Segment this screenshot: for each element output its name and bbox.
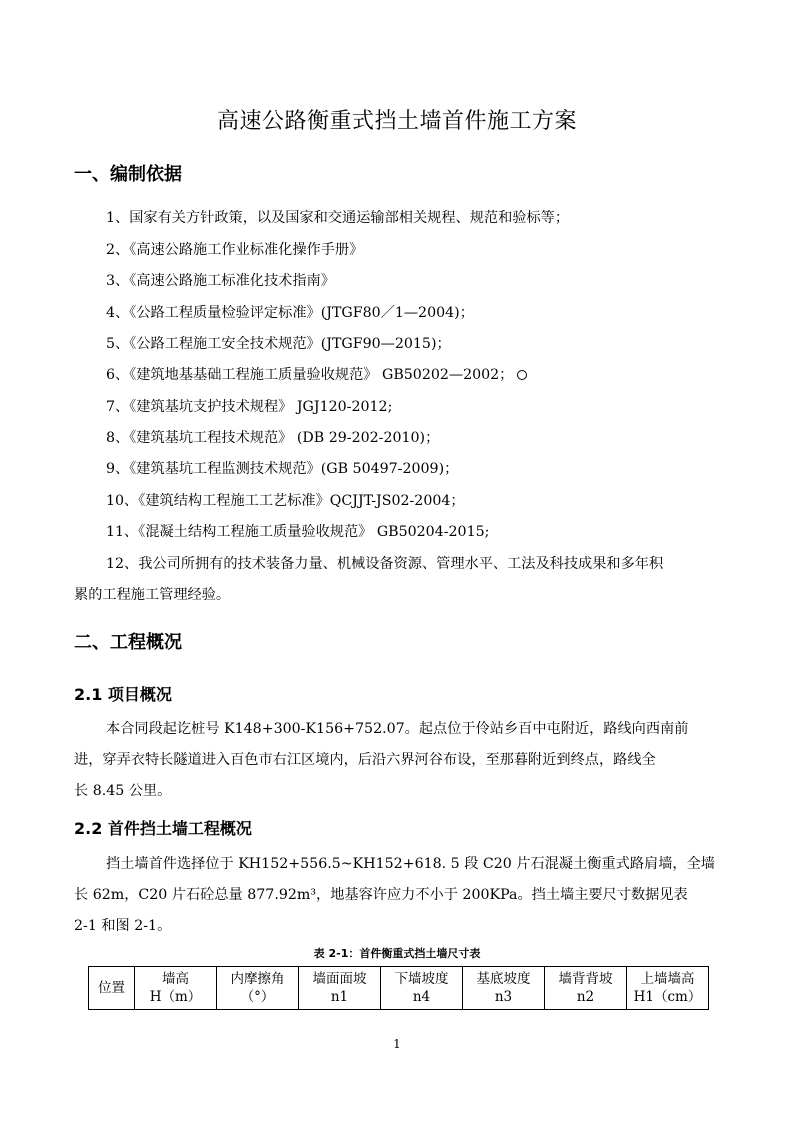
header-unit: n2 xyxy=(576,989,595,1005)
header-label: 基底坡度 xyxy=(476,971,531,987)
basis-item-1: 1、国家有关方针政策，以及国家和交通运输部相关规程、规范和验标等； xyxy=(106,210,570,226)
header-label: 墙高 xyxy=(162,971,189,987)
header-cell-upper-height xyxy=(627,967,709,1010)
document-title: 高速公路衡重式挡土墙首件施工方案 xyxy=(216,109,577,134)
basis-item-11: 11、《混凝土结构工程施工质量验收规范》 GB50204-2015; xyxy=(106,524,490,540)
basis-item-7: 7、《建筑基坑支护技术规程》 JGJ120-2012; xyxy=(106,399,393,415)
basis-item-5: 5、《公路工程施工安全技术规范》(JTGF90—2015)； xyxy=(106,336,451,352)
header-cell-position xyxy=(89,967,135,1010)
header-label: 上墙墙高 xyxy=(640,971,695,987)
basis-item-6-text: 6、《建筑地基基础工程施工质量验收规范》 GB50202—2002； xyxy=(106,367,514,383)
page-number: 1 xyxy=(393,1037,401,1051)
header-cell-face-slope xyxy=(299,967,381,1010)
header-unit: （°） xyxy=(240,989,275,1005)
wall-line-1: 挡土墙首件选择位于 KH152+556.5~KH152+618. 5 段 C20 片石混凝土衡重式路肩墙，全墙 xyxy=(106,856,715,872)
basis-item-10: 10、《建筑结构工程施工工艺标准》QCJJT-JS02-2004； xyxy=(106,493,465,509)
header-unit: n1 xyxy=(330,989,349,1005)
table-caption: 表 2-1：首件衡重式挡土墙尺寸表 xyxy=(313,947,481,960)
project-line-1: 本合同段起讫桩号 K148+300-K156+752.07。起点位于伶站乡百中屯附近，路线向西南前 xyxy=(106,721,689,737)
section-heading-basis: 一、编制依据 xyxy=(74,164,182,185)
table-header-row xyxy=(89,967,709,1010)
basis-item-2: 2、《高速公路施工作业标准化操作手册》 xyxy=(106,242,364,258)
header-unit: H1（cm） xyxy=(633,989,702,1005)
header-label: 下墙坡度 xyxy=(394,971,449,987)
basis-item-6 xyxy=(106,364,527,384)
basis-item-4: 4、《公路工程质量检验评定标准》(JTGF80／1—2004)； xyxy=(106,305,474,321)
basis-item-8: 8、《建筑基坑工程技术规范》 (DB 29-202-2010)； xyxy=(106,430,440,446)
header-unit: H（m） xyxy=(149,989,202,1005)
basis-item-3: 3、《高速公路施工标准化技术指南》 xyxy=(106,273,335,289)
header-cell-lower-slope xyxy=(381,967,463,1010)
basis-item-12: 12、我公司所拥有的技术装备力量、机械设备资源、管理水平、工法及科技成果和多年积 xyxy=(106,556,664,572)
basis-item-9: 9、《建筑基坑工程监测技术规范》(GB 50497-2009)； xyxy=(106,461,459,477)
circle-mark-icon xyxy=(517,370,527,380)
header-unit: n3 xyxy=(494,989,513,1005)
header-label: 内摩擦角 xyxy=(230,971,285,987)
header-cell-friction-angle xyxy=(217,967,299,1010)
header-label: 位置 xyxy=(98,980,125,996)
basis-item-12-cont: 累的工程施工管理经验。 xyxy=(74,587,231,603)
wall-line-3: 2-1 和图 2-1。 xyxy=(74,918,172,934)
subsection-heading-wall: 2.2 首件挡土墙工程概况 xyxy=(74,819,252,838)
dimension-table xyxy=(88,966,709,1010)
header-cell-wall-height xyxy=(135,967,217,1010)
subsection-heading-project: 2.1 项目概况 xyxy=(74,685,172,704)
header-unit: n4 xyxy=(412,989,431,1005)
header-cell-back-slope xyxy=(545,967,627,1010)
wall-line-2: 长 62m，C20 片石砼总量 877.92m³，地基容许应力不小于 200KPa。挡土墙主要尺寸数据见表 xyxy=(74,887,688,903)
project-line-2: 进，穿弄衣特长隧道进入百色市右江区境内，后沿六界河谷布设，至那暮附近到终点，路线全 xyxy=(74,752,656,768)
header-label: 墙面面坡 xyxy=(312,971,367,987)
project-line-3: 长 8.45 公里。 xyxy=(74,783,172,799)
header-cell-base-slope xyxy=(463,967,545,1010)
header-label: 墙背背坡 xyxy=(558,971,613,987)
section-heading-overview: 二、工程概况 xyxy=(74,632,182,653)
